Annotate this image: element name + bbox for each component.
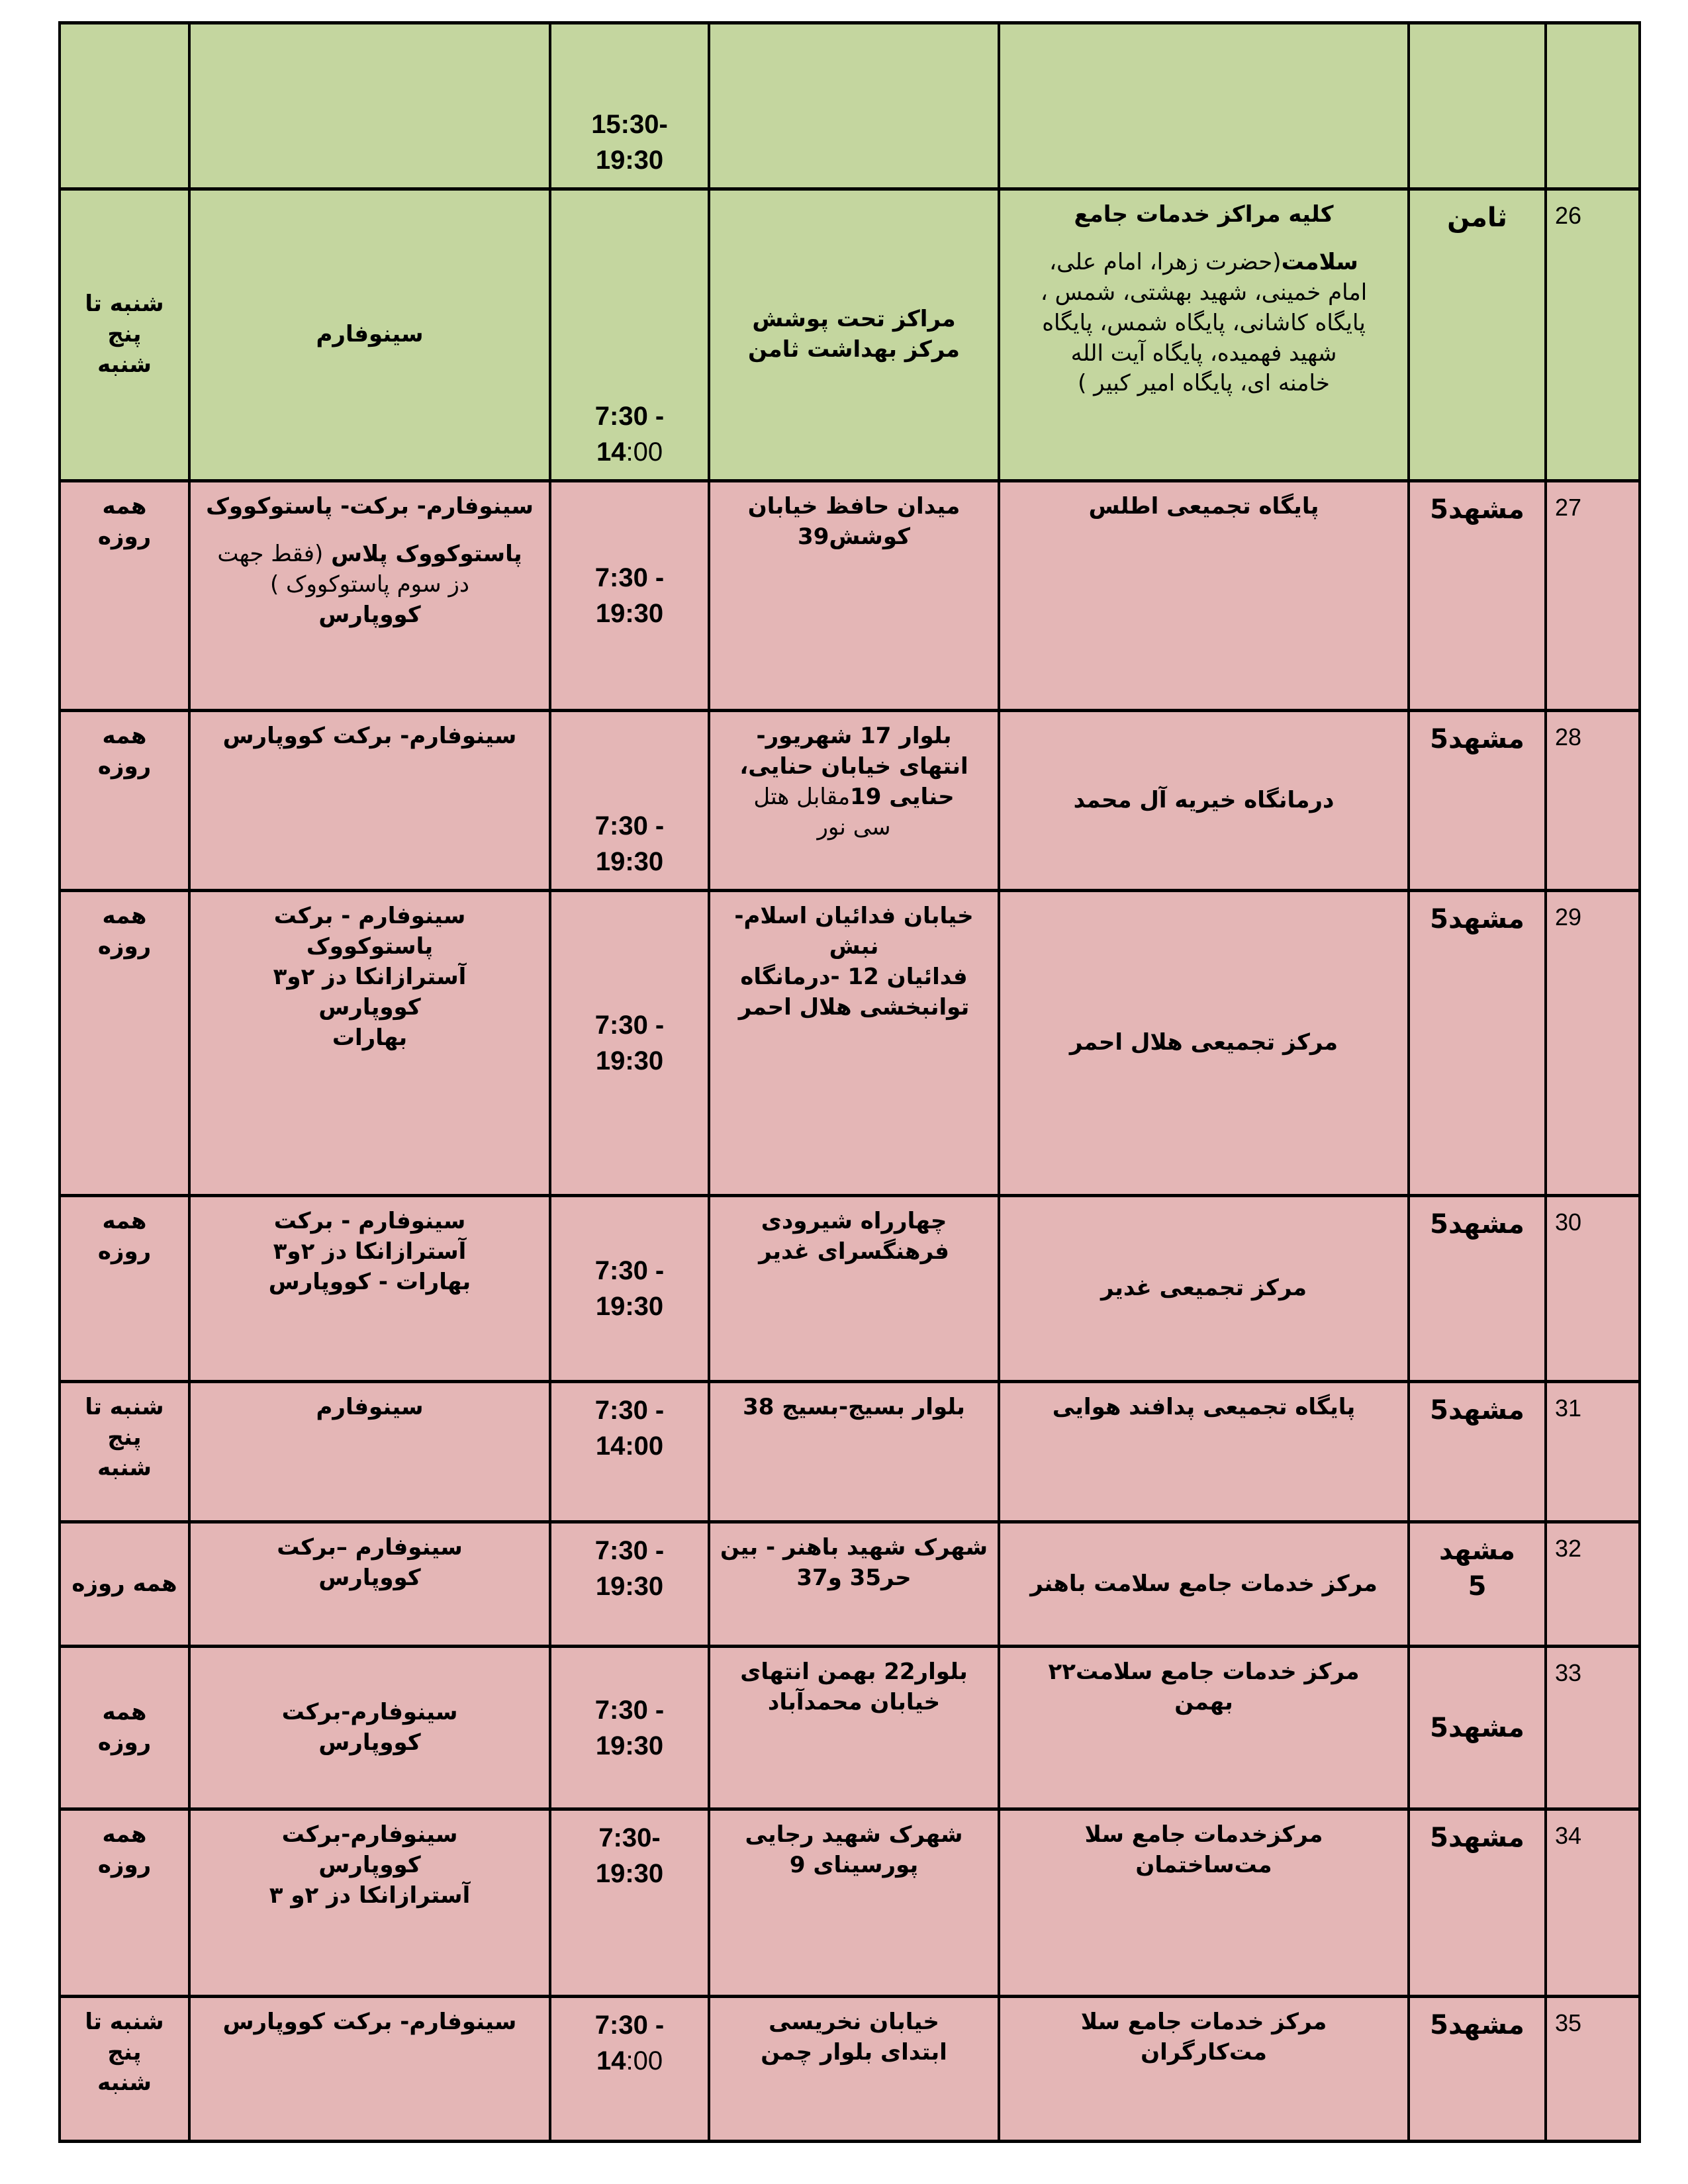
center-name-text: مرکز تجمیعی هلال احمر (1069, 1029, 1338, 1056)
region-text: 5 (1468, 1571, 1487, 1602)
row-number-cell (1544, 1995, 1641, 2143)
address-text: سی نور (817, 813, 891, 841)
days-text: پنج (107, 321, 142, 348)
center-name-cell (998, 889, 1407, 1194)
address-cell (708, 1807, 998, 1995)
center-name-text: مت‌ساختمان (1135, 1851, 1272, 1878)
center-name-text: مرکز خدمات جامع سلامت باهنر (1030, 1570, 1378, 1597)
days-text: شنبه (97, 351, 152, 378)
days-text: پنج (107, 1424, 142, 1451)
center-name-text: کلیه مراکز خدمات جامع (1074, 201, 1334, 228)
address-text: توانبخشی هلال احمر (738, 993, 970, 1021)
center-name-cell (998, 187, 1407, 479)
row-number-text: 26 (1555, 202, 1582, 229)
days-text: همه (102, 493, 147, 520)
region-text: مشهد5 (1430, 1395, 1524, 1426)
days-cell (58, 1995, 188, 2143)
region-cell (1407, 187, 1544, 479)
address-text: انتهای خیابان حنایی، (739, 752, 968, 780)
days-text: همه روزه (71, 1570, 177, 1597)
region-text: مشهد5 (1430, 1823, 1524, 1853)
vaccines-cell (188, 1807, 549, 1995)
row-number-text: 30 (1555, 1208, 1582, 1236)
vaccines-cell (188, 1645, 549, 1807)
days-cell (58, 479, 188, 709)
region-text: مشهد5 (1430, 494, 1524, 525)
row-number-cell (1544, 1807, 1641, 1995)
days-text: روزه (97, 1238, 152, 1265)
hours-text: 7:30 - (594, 1695, 665, 1725)
days-cell (58, 889, 188, 1194)
days-cell (58, 1520, 188, 1645)
days-text: شنبه تا (85, 291, 164, 318)
center-name-text: درمانگاه خیریه آل محمد (1073, 786, 1335, 813)
vaccines-text: بهارات - کووپارس (268, 1268, 471, 1295)
address-cell (708, 1194, 998, 1380)
days-text: روزه (97, 933, 152, 960)
address-cell (708, 889, 998, 1194)
address-text: حر35 و37 (796, 1564, 912, 1591)
address-text: بلوار 17 شهریور- (756, 723, 952, 749)
address-cell (708, 21, 998, 187)
center-name-cell (998, 479, 1407, 709)
vaccines-cell (188, 1995, 549, 2143)
center-name-cell (998, 1520, 1407, 1645)
days-text: شنبه تا (85, 2009, 164, 2035)
hours-text: 19:30 (595, 1572, 664, 1601)
vaccines-text: سینوفارم- برکت کووپارس (222, 723, 517, 749)
row-number-text: 33 (1555, 1659, 1582, 1686)
center-name-text: مرکزخدمات جامع سلا (1084, 1821, 1323, 1848)
center-name-text: شهید فهمیده، پایگاه آیت الله (1070, 340, 1337, 367)
hours-cell (549, 1380, 708, 1520)
days-cell (58, 1807, 188, 1995)
vaccines-text: کووپارس (318, 993, 421, 1021)
center-name-text: پایگاه کاشانی، پایگاه شمس، پایگاه (1042, 309, 1366, 336)
address-text: پورسینای 9 (789, 1851, 919, 1878)
region-cell (1407, 1380, 1544, 1520)
row-number-cell (1544, 1645, 1641, 1807)
hours-cell (549, 21, 708, 187)
days-cell (58, 1380, 188, 1520)
hours-text: 19:30 (595, 847, 664, 876)
region-text: مشهد5 (1430, 1209, 1524, 1240)
region-cell (1407, 1995, 1544, 2143)
center-name-text: پایگاه تجمیعی اطلس (1088, 493, 1319, 520)
address-cell (708, 479, 998, 709)
center-name-text: مرکز تجمیعی غدیر (1100, 1275, 1307, 1302)
hours-cell (549, 1520, 708, 1645)
center-name-cell (998, 1807, 1407, 1995)
region-text: مشهد5 (1430, 904, 1524, 934)
hours-text: 7:30 - (594, 2011, 665, 2040)
vaccines-cell (188, 1520, 549, 1645)
address-text: بلوار22 بهمن انتهای (740, 1659, 968, 1685)
address-text: شهرک شهید رجایی (745, 1821, 963, 1848)
vaccines-text: سینوفارم –برکت (277, 1534, 463, 1561)
address-text: میدان حافظ خیابان (747, 493, 961, 520)
address-text: چهارراه شیرودی (761, 1208, 947, 1234)
hours-cell (549, 1194, 708, 1380)
vaccines-text: پاستوکووک پلاس (فقط جهت (217, 540, 522, 567)
hours-text: 19:30 (595, 1046, 664, 1075)
region-cell (1407, 1194, 1544, 1380)
vaccines-cell (188, 187, 549, 479)
hours-cell (549, 889, 708, 1194)
row-number-cell (1544, 21, 1641, 187)
address-text: فرهنگسرای غدیر (759, 1238, 949, 1265)
vaccines-text: آسترازانکا دز ۲و۳ (273, 1238, 467, 1265)
center-name-cell (998, 21, 1407, 187)
vaccines-text: کووپارس (318, 1564, 421, 1591)
vaccines-cell (188, 479, 549, 709)
vaccines-text: سینوفارم - برکت (273, 903, 466, 929)
address-text: ابتدای بلوار چمن (761, 2038, 947, 2066)
row-number-text: 28 (1555, 723, 1582, 751)
address-text: نبش (829, 933, 879, 960)
row-number-text: 31 (1555, 1394, 1582, 1422)
vaccines-cell (188, 889, 549, 1194)
vaccines-cell (188, 709, 549, 889)
days-text: پنج (107, 2038, 142, 2066)
days-cell (58, 1645, 188, 1807)
hours-text: 7:30 - (594, 402, 665, 431)
row-number-cell (1544, 1520, 1641, 1645)
hours-text: 19:30 (595, 146, 664, 175)
days-text: همه (102, 723, 147, 749)
region-cell (1407, 709, 1544, 889)
address-cell (708, 1645, 998, 1807)
vaccines-text: سینوفارم- برکت کووپارس (222, 2009, 517, 2035)
hours-text: 14:00 (596, 2046, 663, 2075)
center-name-text: مرکز خدمات جامع سلامت۲۲ (1048, 1659, 1360, 1685)
address-cell (708, 1520, 998, 1645)
vaccines-cell (188, 1194, 549, 1380)
address-text: مراکز تحت پوشش (752, 306, 956, 333)
region-text: مشهد5 (1430, 2010, 1524, 2040)
days-cell (58, 187, 188, 479)
center-name-cell (998, 1194, 1407, 1380)
row-number-text: 32 (1555, 1535, 1582, 1562)
hours-text: 7:30 - (594, 1396, 665, 1425)
hours-cell (549, 187, 708, 479)
region-text: مشهد (1439, 1535, 1515, 1566)
hours-cell (549, 479, 708, 709)
address-text: خیابان محمدآباد (767, 1688, 941, 1715)
vaccines-text: سینوفارم-برکت (281, 1821, 458, 1848)
vaccines-text: پاستوکووک (306, 933, 434, 960)
days-text: شنبه (97, 2069, 152, 2096)
days-text: همه (102, 1821, 147, 1848)
row-number-cell (1544, 889, 1641, 1194)
row-number-cell (1544, 1380, 1641, 1520)
row-number-text: 27 (1555, 494, 1582, 521)
row-number-cell (1544, 1194, 1641, 1380)
address-text: کوشش39 (798, 523, 910, 550)
days-text: روزه (97, 752, 152, 780)
row-number-cell (1544, 709, 1641, 889)
hours-text: 7:30- (598, 1823, 661, 1852)
hours-text: 19:30 (595, 1731, 664, 1760)
days-text: همه (102, 903, 147, 929)
row-number-text: 34 (1555, 1822, 1582, 1849)
days-text: روزه (97, 523, 152, 550)
hours-text: 19:30 (595, 1859, 664, 1888)
address-cell (708, 187, 998, 479)
days-text: روزه (97, 1729, 152, 1756)
vaccines-text: آسترازانکا دز ۲و ۳ (269, 1882, 471, 1909)
address-cell (708, 709, 998, 889)
days-cell (58, 709, 188, 889)
region-cell (1407, 1807, 1544, 1995)
center-name-text: پایگاه تجمیعی پدافند هوایی (1052, 1394, 1356, 1420)
hours-text: 14:00 (595, 1432, 664, 1461)
hours-text: 19:30 (595, 599, 664, 628)
address-cell (708, 1380, 998, 1520)
vaccines-text: سینوفارم (316, 321, 424, 348)
vaccines-text: سینوفارم- برکت- پاستوکووک (206, 493, 534, 520)
hours-text: 7:30 - (594, 1536, 665, 1565)
vaccines-text: دز سوم پاستوکووک ) (269, 570, 470, 598)
vaccines-text: سینوفارم (316, 1394, 424, 1420)
days-text: شنبه تا (85, 1394, 164, 1420)
address-text: حنایی 19مقابل هتل (753, 783, 955, 810)
row-number-text: 35 (1555, 2009, 1582, 2036)
row-number-cell (1544, 479, 1641, 709)
address-text: خیابان فدائیان اسلام- (734, 903, 974, 929)
center-name-cell (998, 1645, 1407, 1807)
vaccines-text: کووپارس (318, 1851, 421, 1878)
address-cell (708, 1995, 998, 2143)
hours-text: 15:30- (591, 110, 668, 139)
address-text: خیابان نخریسی (769, 2009, 939, 2035)
vaccines-text: سینوفارم - برکت (273, 1208, 466, 1234)
vaccines-cell (188, 21, 549, 187)
days-cell (58, 21, 188, 187)
address-text: شهرک شهید باهنر - بین (720, 1534, 988, 1561)
vaccines-text: سینوفارم-برکت (281, 1698, 458, 1725)
vaccines-text: بهارات (332, 1024, 408, 1051)
hours-text: 7:30 - (594, 1011, 665, 1040)
days-text: شنبه (97, 1454, 152, 1481)
hours-text: 7:30 - (594, 1256, 665, 1285)
vaccines-text: کووپارس (318, 601, 421, 628)
vaccines-cell (188, 1380, 549, 1520)
region-text: ثامن (1447, 203, 1507, 233)
address-text: فدائیان 12 -درمانگاه (740, 963, 968, 990)
region-cell (1407, 889, 1544, 1194)
hours-cell (549, 1645, 708, 1807)
center-name-text: خامنه ای، پایگاه امیر کبیر ) (1078, 370, 1330, 397)
center-name-cell (998, 1995, 1407, 2143)
days-cell (58, 1194, 188, 1380)
vaccines-text: آسترازانکا دز ۲و۳ (273, 963, 467, 990)
hours-text: 19:30 (595, 1292, 664, 1321)
row-number-text: 29 (1555, 903, 1582, 931)
hours-cell (549, 1995, 708, 2143)
address-text: بلوار بسیج-بسیج 38 (743, 1394, 965, 1420)
region-text: مشهد5 (1430, 724, 1524, 754)
days-text: روزه (97, 1851, 152, 1878)
hours-text: 14:00 (596, 437, 663, 467)
center-name-text: مرکز خدمات جامع سلا (1080, 2009, 1327, 2035)
region-cell (1407, 479, 1544, 709)
region-cell (1407, 1645, 1544, 1807)
region-cell (1407, 1520, 1544, 1645)
region-text: مشهد5 (1430, 1712, 1524, 1743)
address-text: مرکز بهداشت ثامن (748, 336, 960, 363)
hours-text: 7:30 - (594, 563, 665, 592)
days-text: همه (102, 1208, 147, 1234)
center-name-text: بهمن (1174, 1688, 1233, 1715)
center-name-cell (998, 1380, 1407, 1520)
days-text: همه (102, 1698, 147, 1725)
hours-cell (549, 1807, 708, 1995)
center-name-cell (998, 709, 1407, 889)
center-name-text: سلامت(حضرت زهرا، امام علی، (1049, 248, 1358, 275)
center-name-text: امام خمینی، شهید بهشتی، شمس ، (1040, 279, 1368, 306)
hours-cell (549, 709, 708, 889)
row-number-cell (1544, 187, 1641, 479)
vaccines-text: کووپارس (318, 1729, 421, 1756)
hours-text: 7:30 - (594, 811, 665, 841)
region-cell (1407, 21, 1544, 187)
center-name-text: مت‌کارگران (1141, 2038, 1267, 2066)
